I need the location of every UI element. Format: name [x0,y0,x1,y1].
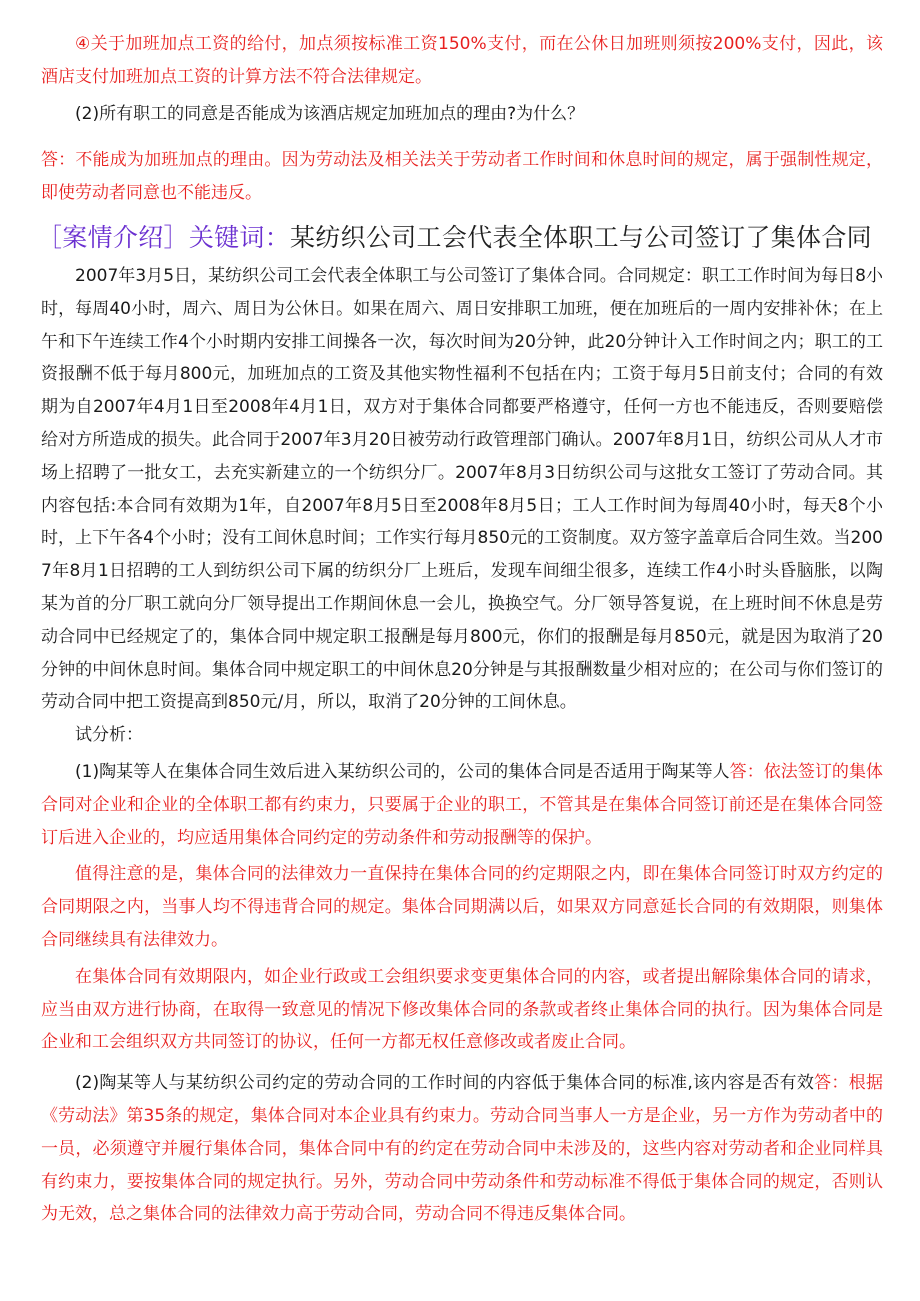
item-4-paragraph: ④关于加班加点工资的给付，加点须按标准工资150%支付，而在公休日加班则须按200%支付，因此，该酒店支付加班加点工资的计算方法不符合法律规定。 [41,34,883,87]
q2-paragraph [41,1067,883,1231]
q1-note-2-paragraph: 在集体合同有效期限内，如企业行政或工会组织要求变更集体合同的内容，或者提出解除集体合同的请求，应当由双方进行协商，在取得一致意见的情况下修改集体合同的条款或者终止集体合同的执行。因为集体合同是企业和工会组织双方共同签订的协议，任何一方都无权任意修改或者废止合同。 [41,966,883,1053]
q1-answer: 答：依法签订的集体合同对企业和企业的全体职工都有约束力，只要属于企业的职工，不管其是在集体合同签订前还是在集体合同签订后进入企业的，均应适用集体合同约定的劳动条件和劳动报酬等的保护。 [41,761,883,848]
q2-question: (2)陶某等人与某纺织公司约定的劳动合同的工作时间的内容低于集体合同的标准,该内容是否有效 [75,1073,815,1094]
case-heading [37,220,883,256]
q1-paragraph [41,756,883,854]
analyze-label: 试分析： [75,725,143,746]
q2-answer: 答：根据《劳动法》第35条的规定，集体合同对本企业具有约束力。劳动合同当事人一方是企业，另一方作为劳动者中的一员，必须遵守并履行集体合同，集体合同中有的约定在劳动合同中未涉及的，这些内容对劳动者和企业同样具有约束力，要按集体合同的规定执行。另外，劳动合同中劳动条件和劳动标准不得低于集体合同的规定，否则认为无效，总之集体合同的法律效力高于劳动合同，劳动合同不得违反集体合同。 [41,1073,884,1225]
document-page [37,28,884,1231]
case-body-paragraph: 2007年3月5日，某纺织公司工会代表全体职工与公司签订了集体合同。合同规定：职工工作时间为每日8小时，每周40小时，周六、周日为公休日。如果在周六、周日安排职工加班，便在加班后的一周内安排补休；在上午和下午连续工作4个小时期内安排工间操各一次，每次时间为20分钟，此20分钟计入工作时间之内；职工的工资报酬不低于每月800元，加班加点的工资及其他实物性福利不包括在内；工资于每月5日前支付；合同的有效期为自2007年4月1日至2008年4月1日，双方对于集体合同都要严格遵守，任何一方也不能违反，否则要赔偿给对方所造成的损失。此合同于2007年3月20日被劳动行政管理部门确认。2007年8月1日，纺织公司从人才市场上招聘了一批女工，去充实新建立的一个纺织分厂。2007年8月3日纺织公司与这批女工签订了劳动合同。其内容包括:本合同有效期为1年，自2007年8月5日至2008年8月5日；工人工作时间为每周40小时，每天8个小时，上下午各4个小时；没有工间休息时间；工作实行每月850元的工资制度。双方签字盖章后合同生效。当2007年8月1日招聘的工人到纺织公司下属的纺织分厂上班后，发现车间细尘很多，连续工作4小时头昏脑胀，以陶某为首的分厂职工就向分厂领导提出工作期间休息一会儿，换换空气。分厂领导答复说，在上班时间不休息是劳动合同中已经规定了的，集体合同中规定职工报酬是每月800元，你们的报酬是每月850元，就是因为取消了20分钟的中间休息时间。集体合同中规定职工的中间休息20分钟是与其报酬数量少相对应的；在公司与你们签订的劳动合同中把工资提高到850元/月，所以，取消了20分钟的工间休息。 [41,265,883,713]
case-heading-title: 某纺织公司工会代表全体职工与公司签订了集体合同 [290,222,872,252]
question-2-paragraph: (2)所有职工的同意是否能成为该酒店规定加班加点的理由?为什么？ [75,103,585,124]
case-heading-label: ［案情介绍］ [37,222,189,252]
answer-2-paragraph: 答：不能成为加班加点的理由。因为劳动法及相关法关于劳动者工作时间和休息时间的规定，属于强制性规定，即使劳动者同意也不能违反。 [41,150,883,204]
case-heading-keyword: 关键词： [188,222,291,252]
q1-question: (1)陶某等人在集体合同生效后进入某纺织公司的，公司的集体合同是否适用于陶某等人 [75,761,730,782]
q1-note-1-paragraph: 值得注意的是，集体合同的法律效力一直保持在集体合同的约定期限之内，即在集体合同签订时双方约定的合同期限之内，当事人均不得违背合同的规定。集体合同期满以后，如果双方同意延长合同的有效期限，则集体合同继续具有法律效力。 [41,864,883,950]
